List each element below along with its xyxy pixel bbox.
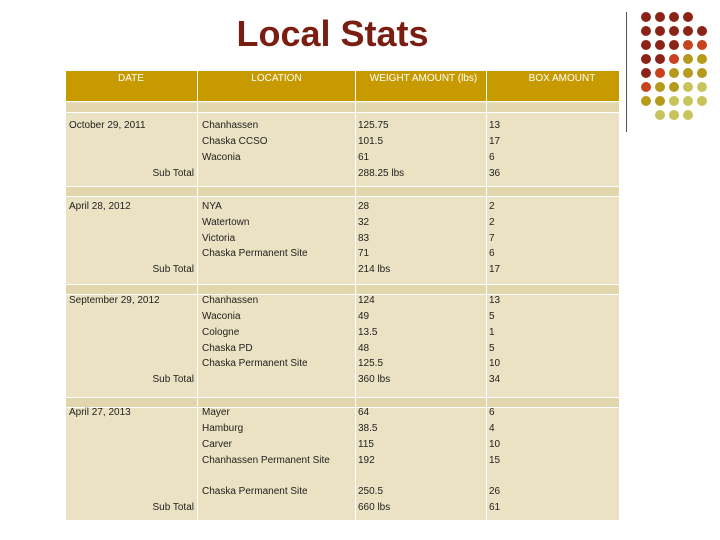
dot bbox=[655, 82, 665, 92]
box-cell: 1 bbox=[489, 327, 495, 338]
weight-cell: 124 bbox=[358, 295, 375, 306]
dot bbox=[697, 96, 707, 106]
row-divider bbox=[66, 407, 619, 408]
box-cell: 6 bbox=[489, 152, 495, 163]
box-cell: 26 bbox=[489, 486, 501, 497]
box-cell: 4 bbox=[489, 423, 495, 434]
dot bbox=[669, 82, 679, 92]
dot bbox=[641, 54, 651, 64]
box-cell: 5 bbox=[489, 343, 495, 354]
dot bbox=[641, 82, 651, 92]
box-cell: 13 bbox=[489, 295, 501, 306]
dot bbox=[669, 40, 679, 50]
box-cell: 17 bbox=[489, 136, 501, 147]
location-cell: Chanhassen Permanent Site bbox=[202, 455, 330, 466]
dot bbox=[655, 110, 665, 120]
weight-cell: 192 bbox=[358, 455, 375, 466]
weight-subtotal: 214 lbs bbox=[358, 264, 391, 275]
dot bbox=[655, 12, 665, 22]
dot bbox=[655, 40, 665, 50]
dot bbox=[641, 12, 651, 22]
weight-subtotal: 288.25 lbs bbox=[358, 168, 405, 179]
weight-subtotal: 660 lbs bbox=[358, 502, 391, 513]
row-divider bbox=[66, 284, 619, 285]
dot bbox=[683, 82, 693, 92]
location-cell: Chaska Permanent Site bbox=[202, 486, 308, 497]
dot bbox=[641, 68, 651, 78]
dot bbox=[641, 26, 651, 36]
row-divider bbox=[66, 397, 619, 398]
location-cell: Cologne bbox=[202, 327, 240, 338]
weight-cell: 38.5 bbox=[358, 423, 378, 434]
dot bbox=[669, 68, 679, 78]
table-band bbox=[66, 398, 619, 407]
location-cell: Chaska Permanent Site bbox=[202, 248, 308, 259]
table-header bbox=[66, 71, 619, 101]
location-cell: Hamburg bbox=[202, 423, 244, 434]
group-date: October 29, 2011 bbox=[69, 120, 146, 131]
location-cell: Victoria bbox=[202, 233, 236, 244]
dot bbox=[683, 110, 693, 120]
table-band bbox=[66, 187, 619, 196]
box-cell: 2 bbox=[489, 201, 495, 212]
stats-table bbox=[66, 71, 619, 520]
subtotal-label: Sub Total bbox=[152, 374, 194, 385]
weight-cell: 49 bbox=[358, 311, 370, 322]
location-cell: Mayer bbox=[202, 407, 230, 418]
dot bbox=[697, 54, 707, 64]
row-divider bbox=[66, 101, 619, 102]
location-cell: Chaska PD bbox=[202, 343, 253, 354]
location-cell: Carver bbox=[202, 439, 233, 450]
location-cell: Waconia bbox=[202, 311, 241, 322]
weight-subtotal: 360 lbs bbox=[358, 374, 391, 385]
weight-cell: 64 bbox=[358, 407, 370, 418]
box-subtotal: 17 bbox=[489, 264, 501, 275]
weight-cell: 101.5 bbox=[358, 136, 384, 147]
group-date: April 27, 2013 bbox=[69, 407, 131, 418]
subtotal-label: Sub Total bbox=[152, 264, 194, 275]
dot bbox=[669, 26, 679, 36]
box-subtotal: 61 bbox=[489, 502, 501, 513]
row-divider bbox=[66, 112, 619, 113]
location-cell: Watertown bbox=[202, 217, 250, 228]
header-box: BOX AMOUNT bbox=[528, 73, 596, 84]
divider-line bbox=[626, 12, 627, 132]
dot bbox=[669, 54, 679, 64]
weight-cell: 48 bbox=[358, 343, 370, 354]
dot bbox=[697, 26, 707, 36]
location-cell: Chanhassen bbox=[202, 120, 259, 131]
group-date: September 29, 2012 bbox=[69, 295, 160, 306]
column-divider bbox=[486, 71, 487, 520]
weight-cell: 28 bbox=[358, 201, 370, 212]
weight-cell: 250.5 bbox=[358, 486, 384, 497]
header-weight: WEIGHT AMOUNT (lbs) bbox=[369, 73, 478, 84]
weight-cell: 61 bbox=[358, 152, 370, 163]
box-cell: 10 bbox=[489, 358, 501, 369]
box-cell: 13 bbox=[489, 120, 501, 131]
dot bbox=[655, 54, 665, 64]
dot bbox=[683, 96, 693, 106]
box-cell: 2 bbox=[489, 217, 495, 228]
page-title: Local Stats bbox=[236, 13, 429, 54]
box-cell: 6 bbox=[489, 248, 495, 259]
dot bbox=[683, 26, 693, 36]
location-cell: Chanhassen bbox=[202, 295, 259, 306]
column-divider bbox=[197, 71, 198, 520]
location-cell: Waconia bbox=[202, 152, 241, 163]
dot bbox=[683, 12, 693, 22]
dot bbox=[683, 68, 693, 78]
dot bbox=[641, 96, 651, 106]
box-cell: 15 bbox=[489, 455, 501, 466]
subtotal-label: Sub Total bbox=[152, 168, 194, 179]
location-cell: Chaska Permanent Site bbox=[202, 358, 308, 369]
header-location: LOCATION bbox=[251, 73, 302, 84]
dot bbox=[697, 68, 707, 78]
row-divider bbox=[66, 186, 619, 187]
dot bbox=[655, 96, 665, 106]
box-cell: 7 bbox=[489, 233, 495, 244]
dot bbox=[683, 54, 693, 64]
dot bbox=[669, 96, 679, 106]
weight-cell: 13.5 bbox=[358, 327, 378, 338]
weight-cell: 83 bbox=[358, 233, 370, 244]
weight-cell: 125.5 bbox=[358, 358, 384, 369]
dot bbox=[683, 40, 693, 50]
column-divider bbox=[355, 71, 356, 520]
subtotal-label: Sub Total bbox=[152, 502, 194, 513]
table-band bbox=[66, 103, 619, 112]
dot bbox=[669, 12, 679, 22]
weight-cell: 115 bbox=[358, 439, 374, 450]
header-date: DATE bbox=[118, 73, 144, 84]
weight-cell: 71 bbox=[358, 248, 370, 259]
row-divider bbox=[66, 196, 619, 197]
weight-cell: 32 bbox=[358, 217, 370, 228]
dot bbox=[641, 40, 651, 50]
location-cell: NYA bbox=[202, 201, 222, 212]
dot bbox=[697, 40, 707, 50]
box-subtotal: 34 bbox=[489, 374, 501, 385]
box-subtotal: 36 bbox=[489, 168, 501, 179]
box-cell: 5 bbox=[489, 311, 495, 322]
dot bbox=[697, 82, 707, 92]
group-date: April 28, 2012 bbox=[69, 201, 131, 212]
weight-cell: 125.75 bbox=[358, 120, 389, 131]
dot bbox=[655, 26, 665, 36]
dot bbox=[669, 110, 679, 120]
box-cell: 10 bbox=[489, 439, 501, 450]
location-cell: Chaska CCSO bbox=[202, 136, 268, 147]
box-cell: 6 bbox=[489, 407, 495, 418]
dot bbox=[655, 68, 665, 78]
